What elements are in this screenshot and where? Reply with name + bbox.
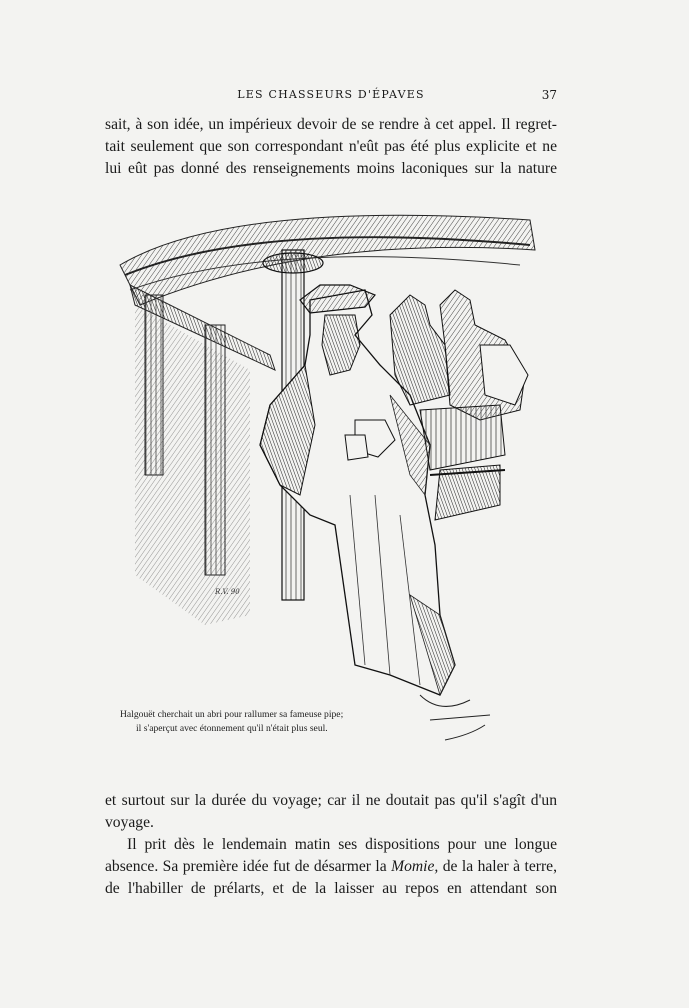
italic-ship-name: Momie, <box>391 858 439 875</box>
engraving-illustration <box>110 195 550 775</box>
running-head <box>105 88 557 104</box>
text-fragment: absence. Sa première idée fut de désarmer la <box>105 858 392 875</box>
text-line: tait seulement que son correspondant n'eût pas été plus explicite et ne <box>105 138 557 155</box>
text-line <box>105 856 557 878</box>
top-paragraph <box>105 114 557 180</box>
text-fragment: de la haler à terre, <box>438 858 557 875</box>
text-line: de l'habiller de prélarts, et de la laisser au repos en attendant son <box>105 880 557 897</box>
running-title: LES CHASSEURS D'ÉPAVES <box>237 88 425 101</box>
page-number: 37 <box>541 88 557 102</box>
illustration-caption <box>120 708 420 736</box>
text-line: Il prit dès le lendemain matin ses dispositions pour une longue <box>127 836 557 853</box>
text-line: sait, à son idée, un impérieux devoir de se rendre à cet appel. Il regret- <box>105 116 557 133</box>
text-line: et surtout sur la durée du voyage; car il ne doutait pas qu'il s'agît d'un <box>105 792 557 809</box>
text-line: voyage. <box>105 814 154 831</box>
text-line: lui eût pas donné des renseignements moins laconiques sur la nature <box>105 160 557 177</box>
caption-line: Halgouët cherchait un abri pour rallumer sa fameuse pipe; <box>120 709 344 720</box>
caption-line: il s'aperçut avec étonnement qu'il n'était plus seul. <box>136 723 328 734</box>
artist-monogram: R.V. 90 <box>215 588 240 596</box>
bottom-paragraph <box>105 790 557 900</box>
